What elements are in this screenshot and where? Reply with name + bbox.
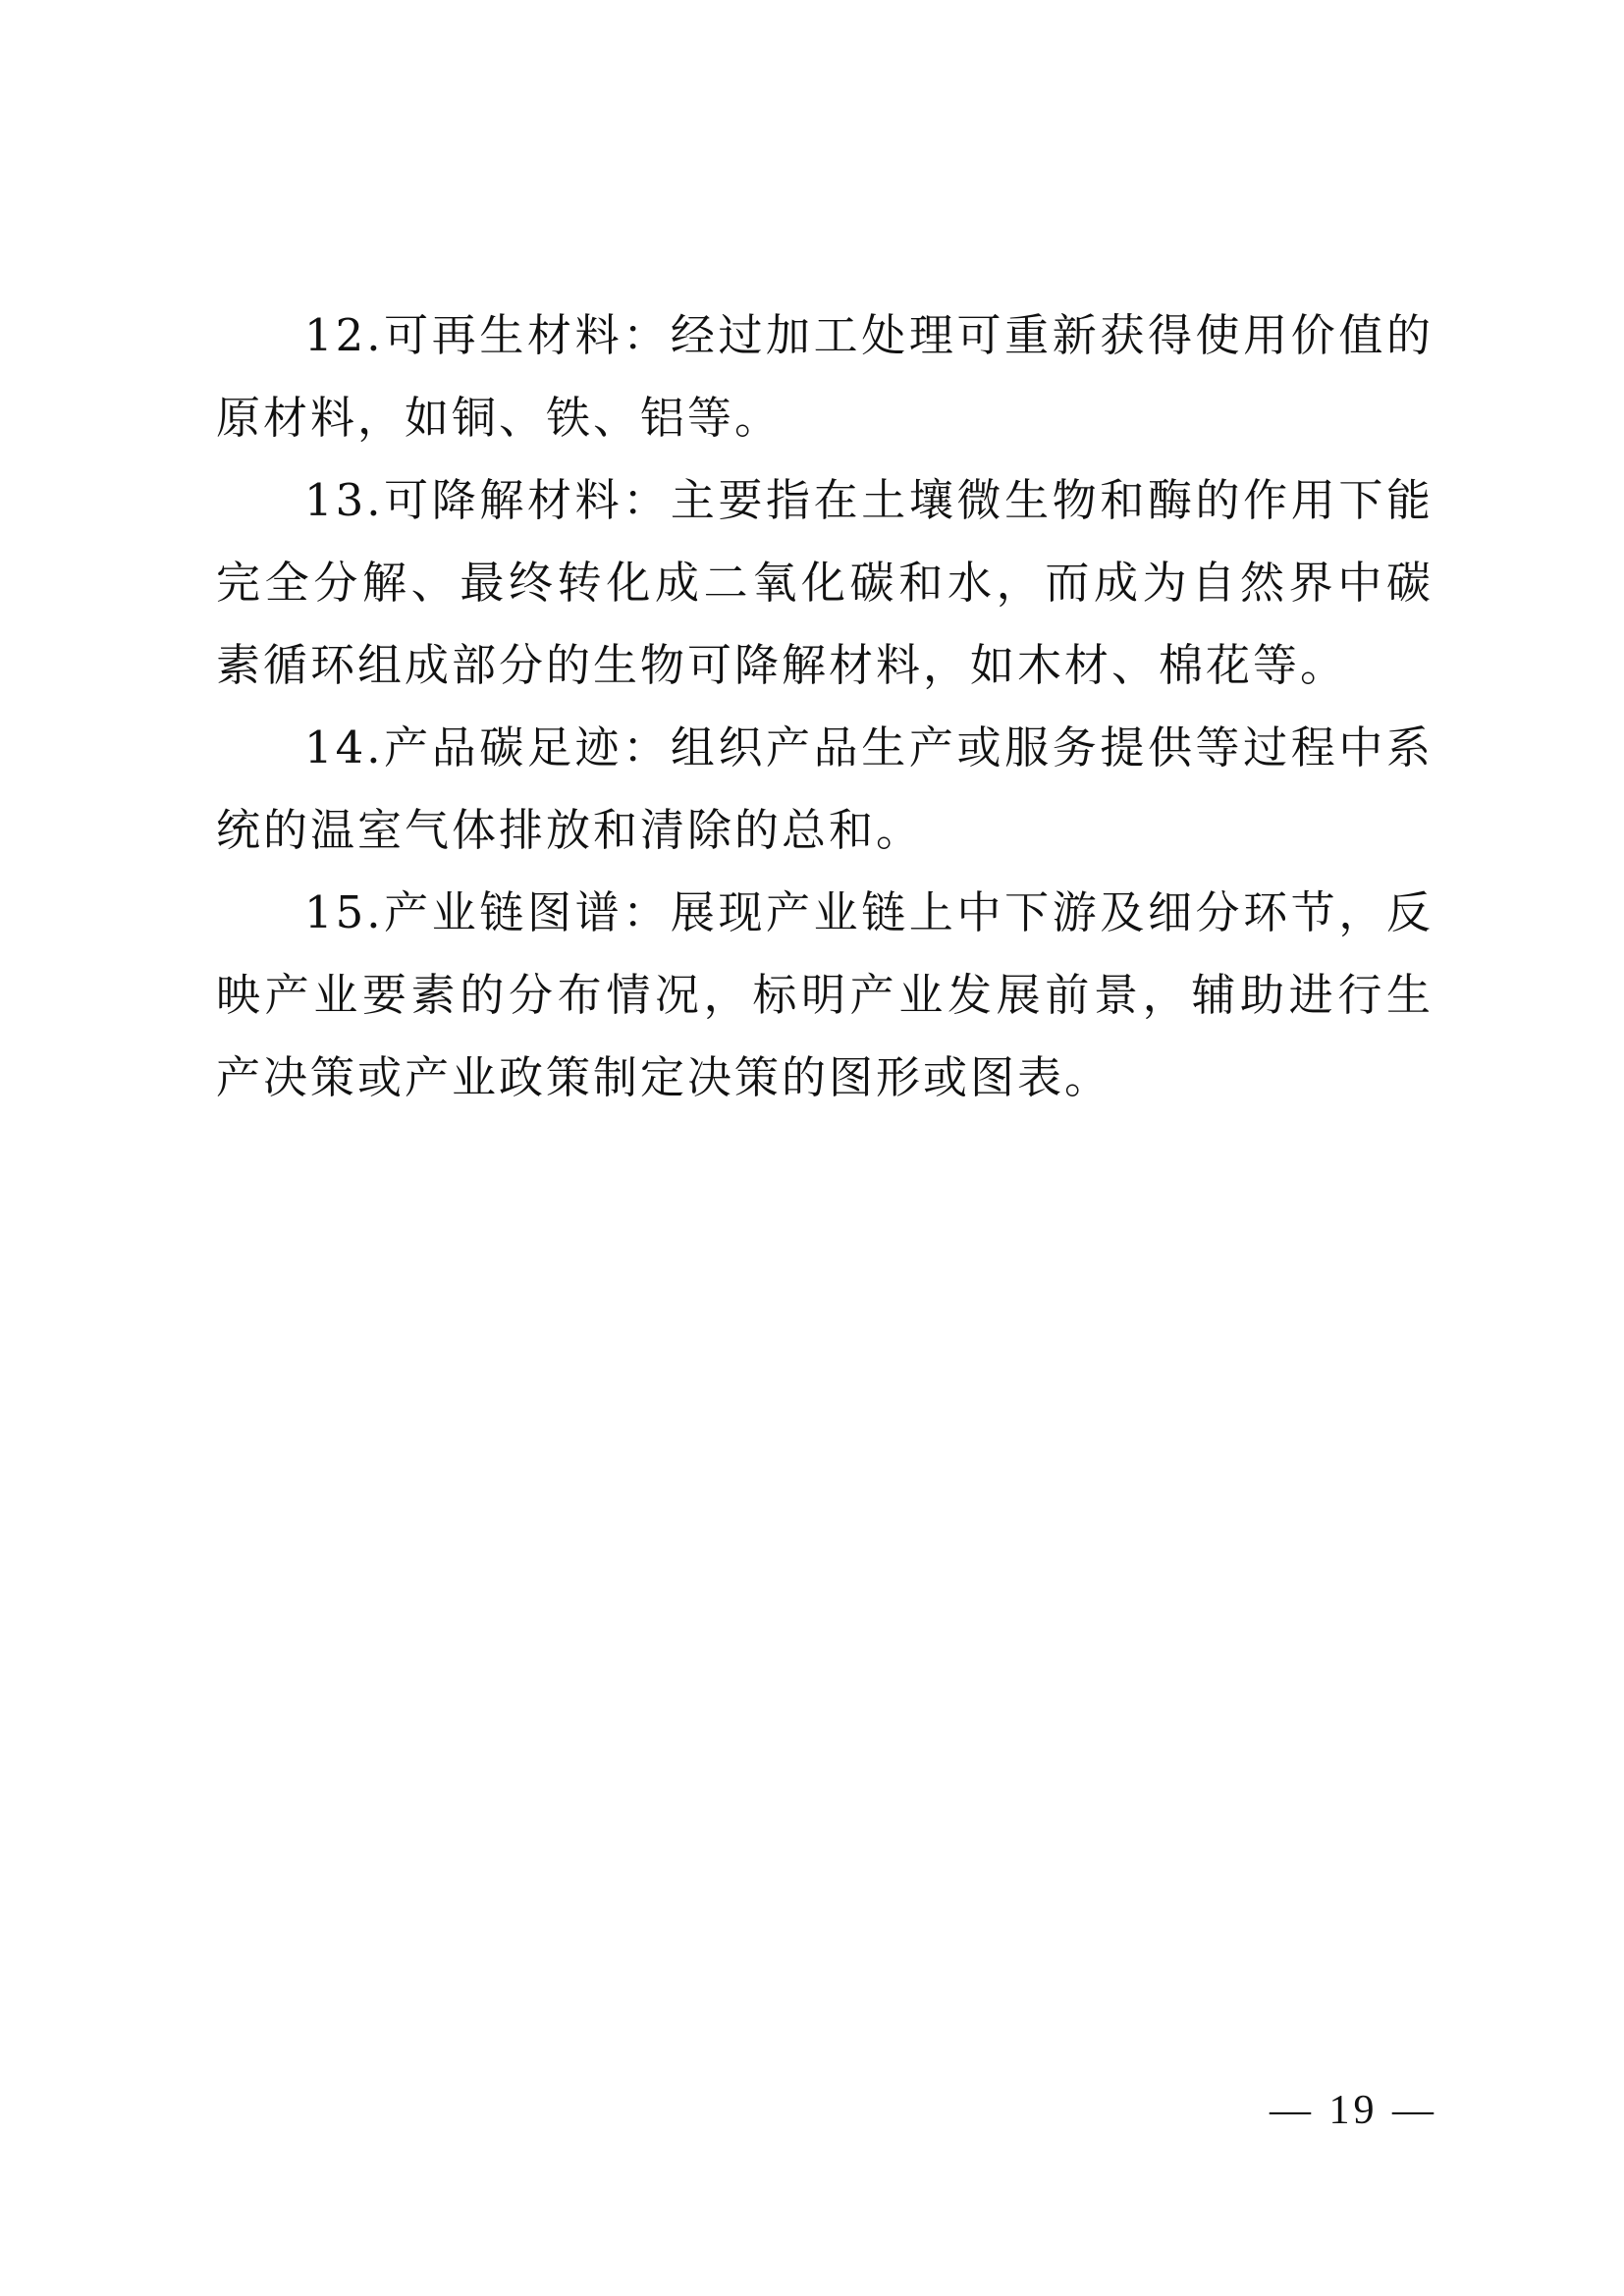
- paragraph-renewable-materials: 12.可再生材料：经过加工处理可重新获得使用价值的原材料，如铜、铁、铝等。: [216, 309, 1434, 444]
- paragraph-degradable-materials: 13.可降解材料：主要指在土壤微生物和酶的作用下能完全分解、最终转化成二氧化碳和水，而成为自然界中碳素循环组成部分的生物可降解材料，如木材、棉花等。: [216, 474, 1434, 691]
- paragraph-industry-chain-map: 15.产业链图谱：展现产业链上中下游及细分环节，反映产业要素的分布情况，标明产业发展前景，辅助进行生产决策或产业政策制定决策的图形或图表。: [216, 886, 1434, 1103]
- page-number: — 19 —: [1270, 2088, 1437, 2133]
- paragraph-product-carbon-footprint: 14.产品碳足迹：组织产品生产或服务提供等过程中系统的温室气体排放和清除的总和。: [216, 721, 1434, 856]
- document-body: [216, 294, 1434, 1119]
